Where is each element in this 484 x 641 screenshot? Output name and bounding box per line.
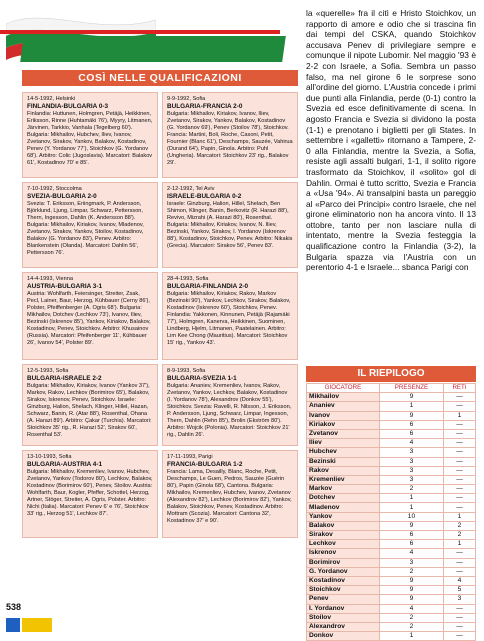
table-row (307, 457, 476, 466)
section-heading: COSÌ NELLE QUALIFICAZIONI (22, 70, 298, 86)
goals: 1 (444, 512, 476, 521)
appearances: 6 (379, 420, 443, 429)
match-box (22, 272, 158, 360)
appearances: 2 (379, 613, 443, 622)
appearances: 6 (379, 531, 443, 540)
player-name: Stoichkov (307, 586, 380, 595)
goals: — (444, 466, 476, 475)
player-name: Alexandrov (307, 622, 380, 631)
appearances: 2 (379, 567, 443, 576)
summary-title: IL RIEPILOGO (306, 366, 476, 382)
player-name: G. Yordanov (307, 567, 380, 576)
col-header-player: GIOCATORE (307, 384, 380, 393)
match-title: ISRAELE-BULGARIA 0-2 (167, 193, 242, 200)
player-name: Iskrenov (307, 549, 380, 558)
goals: — (444, 393, 476, 402)
appearances: 9 (379, 411, 443, 420)
goals: 3 (444, 595, 476, 604)
appearances: 1 (379, 503, 443, 512)
appearances: 9 (379, 576, 443, 585)
goals: 1 (444, 411, 476, 420)
match-details: Svezia: T. Eriksson, Eriingmark, P. Andersson, Björklund, Ljung, Limpar, Schwarz, Pettersson, Thern, Ingesson, Dahlin (K. Andersson 88'). Bulgaria: Mikhailov, Kiriakov, Ivanov, Mladenov, Zvetanov, Sirakov, Yankov, Stoilov, Kostadinov, Balakov (G. Yordanov 83'), Penev. Arbitro: Blankenstein (Olanda). Marcatori: Dahlin 56', Pettersson 76'. (27, 201, 144, 256)
table-row (307, 567, 476, 576)
appearances: 10 (379, 512, 443, 521)
page-number: 538 (6, 602, 22, 612)
player-name: Kiriakov (307, 420, 380, 429)
table-row (307, 466, 476, 475)
appearances: 4 (379, 439, 443, 448)
appearances: 4 (379, 604, 443, 613)
table-row (307, 429, 476, 438)
player-name: Bezinski (307, 457, 380, 466)
match-box (22, 364, 158, 446)
match-title: BULGARIA-FINLANDIA 2-0 (167, 283, 249, 290)
match-title: BULGARIA-SVEZIA 1-1 (167, 375, 237, 382)
table-row (307, 475, 476, 484)
table-row (307, 485, 476, 494)
table-row (307, 448, 476, 457)
player-name: Kostadinov (307, 576, 380, 585)
table-row (307, 540, 476, 549)
appearances: 9 (379, 595, 443, 604)
player-name: Stoilov (307, 613, 380, 622)
table-row (307, 420, 476, 429)
table-row (307, 521, 476, 530)
table-row (307, 512, 476, 521)
player-name: Markov (307, 485, 380, 494)
match-date: 7-10-1992, Stoccolma (27, 186, 82, 192)
match-title: FINLANDIA-BULGARIA 0-3 (27, 103, 109, 110)
match-date: 9-9-1992, Sofia (167, 96, 206, 102)
match-date: 17-11-1993, Parigi (167, 454, 213, 460)
match-date: 8-9-1993, Sofia (167, 368, 206, 374)
table-row (307, 595, 476, 604)
player-name: Balakov (307, 521, 380, 530)
appearances: 6 (379, 540, 443, 549)
goals: — (444, 567, 476, 576)
appearances: 2 (379, 485, 443, 494)
col-header-goals: RETI (444, 384, 476, 393)
match-box (162, 450, 298, 538)
goals: — (444, 613, 476, 622)
table-row (307, 613, 476, 622)
goals: — (444, 448, 476, 457)
header-green-banner (20, 36, 286, 62)
table-row (307, 531, 476, 540)
match-date: 2-12-1992, Tel Aviv (167, 186, 215, 192)
goals: — (444, 503, 476, 512)
goals: — (444, 604, 476, 613)
appearances: 2 (379, 622, 443, 631)
appearances: 4 (379, 549, 443, 558)
goals: 4 (444, 576, 476, 585)
player-name: Zvetanov (307, 429, 380, 438)
goals: 1 (444, 540, 476, 549)
player-name: Iliev (307, 439, 380, 448)
table-row (307, 439, 476, 448)
goals: — (444, 494, 476, 503)
player-name: Lechkov (307, 540, 380, 549)
match-details: Austria: Wohlfarth, Feiersinger, Streiter, Zsak, Pecl, Lainer, Baur, Herzog, Kühbauer (Cerny 86'), Polster, Pfeiffenberger (A. Ogris 68'). Bulgaria: Mikhailov, Dotchev (Lechkov 73'), Ivanov, Iliev, Bezinski (Iskrenov 85'), Yankov, Kiriakov, Balakov, Kostadinov, Penev, Stoichkov. Arbitro: Khusainov (Russia). Marcatori: Pfeifenberger 11', Kühbauer 26', Ivanov 54', Polster 89'. (27, 291, 151, 346)
appearances: 1 (379, 494, 443, 503)
match-details: Israele: Ginzburg, Halion, Hillel, Shelach, Ben Shimon, Klinger, Banin, Berkovitz (R. Harazi 88'), Revivo, Mizrahi (A. Harazi 80'), Rosenthal. Bulgaria: Mikhailov, Kiriakov, Ivanov, N. Iliev, Bezinski, Yankov, Sirakov, I. Yordanov (Iskrenov 88'), Kostadinov, Stoichkov, Penev. Arbitro: Nikakis (Grecia). Marcatori: Sirakov 56', Penev 83'. (167, 201, 293, 249)
match-title: AUSTRIA-BULGARIA 3-1 (27, 283, 103, 290)
goals: — (444, 420, 476, 429)
summary-table (306, 383, 476, 641)
appearances: 9 (379, 586, 443, 595)
appearances: 3 (379, 558, 443, 567)
player-name: Kremenliev (307, 475, 380, 484)
match-box (22, 92, 158, 178)
match-grid (22, 92, 298, 630)
match-details: Bulgaria: Mikhailov, Kiriakov, Ivanov, Iliev, Zvetanov, Sirakov, Yankov, Balakov, Kostadinov (G. Yordanov 69'), Penev (Stoilov 78'), Stoichkov. Francia: Martini, Boli, Roche, Casoni, Petit, Fournier (Blanc 61'), Deschamps, Sauzée, Vahirua (Durand 64'), Papin, Ginola. Arbitro: Puhl (Ungheria). Marcatori: Stoichkov 23' rig., Balakov 29'. (167, 111, 293, 166)
table-row (307, 494, 476, 503)
match-details: Bulgaria: Mikhailov, Kremenliev, Ivanov, Hubchev, Zvetanov, Yankov (Todorov 80'), Lechkov, Balakov, Kostadinov (Borimirov 60'), Penev, Stoilov. Austria: Wohlfarth, Baur, Kogler, Pfeffer, Schottel, Herzog, Artner, Stöger, Streiter, A. Ogris, Polster. Arbitro: Nichi (Italia). Marcatori: Penev 6' e 76', Stoichkov 33' rig., Herzog 51', Lechkov 87'. (27, 469, 153, 517)
goals: 5 (444, 586, 476, 595)
appearances: 9 (379, 521, 443, 530)
appearances: 6 (379, 429, 443, 438)
goals: — (444, 632, 476, 641)
match-title: SVEZIA-BULGARIA 2-0 (27, 193, 97, 200)
goals: — (444, 457, 476, 466)
goals: — (444, 402, 476, 411)
table-row (307, 503, 476, 512)
goals: — (444, 475, 476, 484)
col-header-appearances: PRESENZE (379, 384, 443, 393)
player-name: Mikhailov (307, 393, 380, 402)
match-box (162, 92, 298, 178)
goals: — (444, 558, 476, 567)
match-box (162, 182, 298, 268)
player-name: Yankov (307, 512, 380, 521)
goals: — (444, 622, 476, 631)
goals: 2 (444, 531, 476, 540)
appearances: 3 (379, 466, 443, 475)
match-box (162, 364, 298, 446)
player-name: Penev (307, 595, 380, 604)
appearances: 1 (379, 632, 443, 641)
article-text-column: la «querelle» fra il citì e Hristo Stoichkov, un rapporto di amore e odio che si trascina fin dai tempi del CSKA, quando Stoichkov accusava Penev di privilegiare sempre e comunque il nipote Lubomir. Nel maggio '93 è 2-2 con Israele, a Sofia. Sembra un passo falso, ma nel girone 6 le sorprese sono all'ordine del giorno. L'Austria concede i primi due punti alla Finlandia, perde (0-1) contro la Svezia ed esce definitivamente di scena. In agosto Francia e Svezia si dividono la posta (1-1) e prenotano i biglietti per gli States. In settembre i «galletti» ritornano a Tampere, 2-0 alla Finlandia, mentre la Svezia, a Sofia, resiste agli assalti bulgari, 1-1, il solito rigore trasformato da Stoichkov, il «solito» gol di Dahlin. Ormai è tutto scritto, Svezia e Francia a «Usa '94». Ai transalpini basta un pareggio al «Parco dei Principi» contro Israele, che nel girone eliminatorio non ha ancora vinto. Il 13 ottobre, tanto per non lasciare nulla di intentato, mentre la Svezia festeggia la qualificazione contro la Finlandia (3-2), la Bulgaria spazza via l'Austria con un perentorio 4-1 e Israele... sbanca Parigi con (306, 8, 476, 273)
match-date: 28-4-1993, Sofia (167, 276, 209, 282)
appearances: 3 (379, 475, 443, 484)
match-title: FRANCIA-BULGARIA 1-2 (167, 461, 243, 468)
goals: — (444, 429, 476, 438)
match-date: 14-5-1992, Helsinki (27, 96, 76, 102)
goals: — (444, 549, 476, 558)
player-name: Hubchev (307, 448, 380, 457)
match-title: BULGARIA-AUSTRIA 4-1 (27, 461, 103, 468)
header-red-stripe (0, 30, 280, 34)
table-row (307, 393, 476, 402)
match-box (22, 182, 158, 268)
match-details: Francia: Lama, Desailly, Blanc, Roche, Petit, Deschamps, Le Guen, Pedros, Sauzée (Guérin 80'), Papin (Ginola 68'), Cantona. Bulgaria: Mikhailov, Kremenliev, Hubchev, Ivanov, Zvetanov (Alexandrov 82'), Lechkov (Borimirov 82'), Yankov, Balakov, Stoichkov, Penev, Kostadinov. Arbitro: Mottram (Scozia). Marcatori: Cantona 32', Kostadinov 37' e 90'. (167, 469, 292, 524)
table-row (307, 549, 476, 558)
table-row (307, 632, 476, 641)
table-row (307, 576, 476, 585)
appearances: 1 (379, 402, 443, 411)
table-row (307, 622, 476, 631)
match-date: 13-10-1993, Sofia (27, 454, 72, 460)
match-date: 14-4-1993, Vienna (27, 276, 73, 282)
player-name: Sirakov (307, 531, 380, 540)
player-name: Mladenov (307, 503, 380, 512)
match-box (162, 272, 298, 360)
goals: — (444, 439, 476, 448)
table-row (307, 604, 476, 613)
player-name: Ananiev (307, 402, 380, 411)
goals: — (444, 485, 476, 494)
table-row (307, 586, 476, 595)
player-name: Rakov (307, 466, 380, 475)
player-name: Borimirov (307, 558, 380, 567)
player-name: Ivanov (307, 411, 380, 420)
player-name: Dotchev (307, 494, 380, 503)
match-title: BULGARIA-ISRAELE 2-2 (27, 375, 102, 382)
match-box (22, 450, 158, 538)
appearances: 9 (379, 393, 443, 402)
match-details: Finlandia: Huttunen, Holmgren, Petäjä, Heikkinen, Eriksson, Rinne (Huhtamäki 76'), Myyry, Litmanen, Järvinen, Tarkkio, Vanhala (Tegelberg 60'). Bulgaria: Mikhailov, Hubchev, Iliev, Ivanov, Zvetanov, Sirakov, Yankov, Balakov, Kostadinov, Penev (Y. Yordanov 77'), Stoichkov (G. Yordanov 68'). Arbitro: Colic (Jugoslavia). Marcatori: Balakov 61', Kostadinov 70' e 85'. (27, 111, 153, 166)
table-row (307, 411, 476, 420)
goals: 2 (444, 521, 476, 530)
match-details: Bulgaria: Ananiev, Kremenliev, Ivanov, Rakov, Zvetanov, Yankov, Lechkov, Balakov, Kostadinov (I. Yordanov 78'), Alexandrov (Donkov 55'), Stoichkov. Svezia: Ravelli, R. Nilsson, J. Eriksson, P. Andersson, Ljung, Schwarz, Limpar, Ingesson, Thern, Dahlin (Rehn 85'), Brolin (Ekström 80'). Arbitro: Wojcik (Polonia). Marcatori: Stoichkov 21' rig., Dahlin 26'. (167, 383, 292, 438)
player-name: I. Yordanov (307, 604, 380, 613)
appearances: 3 (379, 448, 443, 457)
match-date: 12-5-1993, Sofia (27, 368, 69, 374)
table-row (307, 402, 476, 411)
table-row (307, 558, 476, 567)
publisher-logo (6, 616, 54, 634)
match-details: Bulgaria: Mikhailov, Kiriakov, Rakov, Markov (Bezinski 90'), Yankov, Lechkov, Sirakov, Balakov, Kostadinov (Iskrenov 60'), Stoichkov, Penev. Finlandia: Yakkonen, Kinnunen, Petäjä (Rajamäki 77'), Holmgren, Kanerva, Heikkinen, Suominen, Lindberg, Hjelm, Litmanen, Paatelainen. Arbitro: Lim Kee Chong (Mauritius). Marcatori: Stoichkov 15' rig., Yankov 43'. (167, 291, 291, 346)
player-name: Donkov (307, 632, 380, 641)
match-details: Bulgaria: Mikhailov, Kiriakov, Ivanov (Yankov 37'), Markov, Rakov, Lechkov (Borimirov 65'), Balakov, Sirakov, Iskrenov, Penev, Stoichkov. Israele: Ginzburg, Halion, Shelach, Klinger, Hillel, Hazan, Schwarz, Banin, R. (Atar 88'), Rosenthal, Ohana (A. Harazi 89'). Arbitro: Çakar (Turchia). Marcatori: Stoichkov 35' rig., R. Harazi 52', Sirakov 60', Rosenthal 53'. (27, 383, 152, 438)
appearances: 3 (379, 457, 443, 466)
match-title: BULGARIA-FRANCIA 2-0 (167, 103, 243, 110)
